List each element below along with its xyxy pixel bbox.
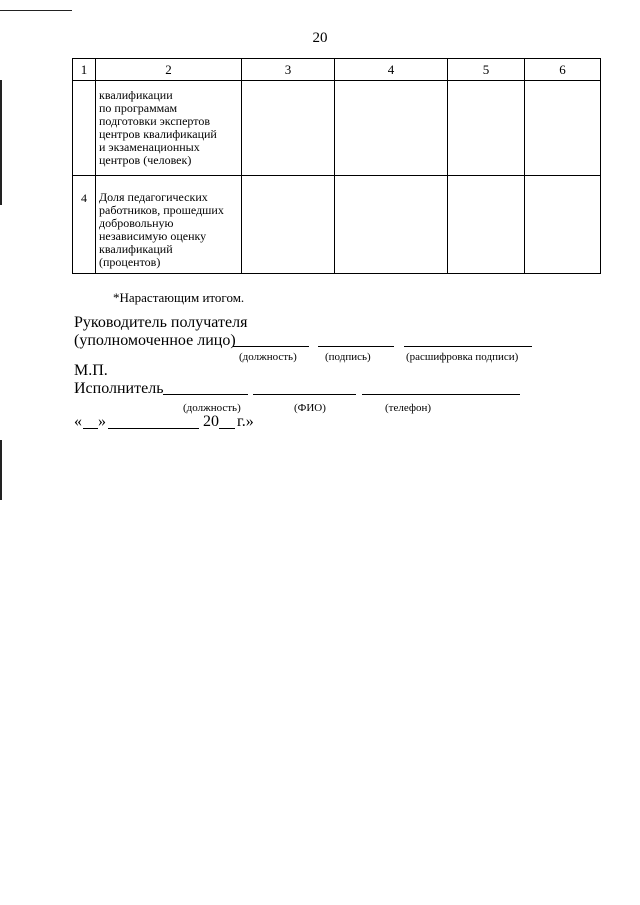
- column-header: 1: [73, 59, 96, 81]
- executor-position-line[interactable]: [163, 394, 248, 395]
- date-year-prefix: 20: [203, 413, 219, 430]
- indicator-text-line: (процентов): [99, 255, 161, 269]
- column-header: 4: [335, 59, 448, 81]
- caption-position: (должность): [239, 351, 297, 363]
- indicator-text-line: независимую оценку: [99, 229, 207, 243]
- value-cell[interactable]: [525, 81, 601, 176]
- indicator-text-line: подготовки экспертов: [99, 114, 210, 128]
- value-cell[interactable]: [242, 176, 335, 274]
- caption-signature-decoding: (расшифровка подписи): [406, 351, 519, 363]
- table-row: [73, 81, 601, 176]
- value-cell[interactable]: [448, 176, 525, 274]
- column-header: 6: [525, 59, 601, 81]
- caption-signature: (подпись): [325, 351, 371, 363]
- indicator-text-line: по программам: [99, 101, 178, 115]
- indicator-text-line: работников, прошедших: [99, 203, 224, 217]
- indicator-text-line: центров квалификаций: [99, 127, 217, 141]
- seal-label: М.П.: [74, 362, 108, 379]
- row-number-cell: 4: [73, 176, 96, 274]
- date-day-line[interactable]: [83, 428, 98, 429]
- column-header: 3: [242, 59, 335, 81]
- row-number-cell: [73, 81, 96, 176]
- date-suffix: г.»: [237, 413, 254, 430]
- caption-fio: (ФИО): [294, 402, 326, 414]
- executor-fio-line[interactable]: [253, 394, 356, 395]
- caption-phone: (телефон): [385, 402, 432, 414]
- indicator-text-line: и экзаменационных: [99, 140, 200, 154]
- scan-edge-mark: [0, 440, 2, 500]
- column-header: 2: [96, 59, 242, 81]
- executor-phone-line[interactable]: [362, 394, 520, 395]
- head-position-line[interactable]: [233, 346, 309, 347]
- value-cell[interactable]: [335, 176, 448, 274]
- indicator-text-line: квалификаций: [99, 242, 173, 256]
- head-title-line1: Руководитель получателя: [74, 314, 248, 331]
- date-month-line[interactable]: [108, 428, 199, 429]
- indicator-text-line: центров (человек): [99, 153, 192, 167]
- table-header-row: [73, 59, 601, 81]
- head-signature-decoding-line[interactable]: [404, 346, 532, 347]
- value-cell[interactable]: [335, 81, 448, 176]
- value-cell[interactable]: [242, 81, 335, 176]
- indicator-name-cell: [96, 81, 242, 176]
- indicator-text-line: квалификации: [99, 88, 173, 102]
- executor-label: Исполнитель: [74, 380, 164, 397]
- page-number: 20: [312, 30, 328, 46]
- date-close-quote: »: [98, 413, 106, 430]
- indicator-text-line: Доля педагогических: [99, 190, 208, 204]
- indicator-text-line: добровольную: [99, 216, 174, 230]
- head-signature-line[interactable]: [318, 346, 394, 347]
- date-open-quote: «: [74, 413, 82, 430]
- report-table: [72, 58, 601, 274]
- value-cell[interactable]: [525, 176, 601, 274]
- head-title-line2: (уполномоченное лицо): [74, 332, 236, 349]
- column-header: 5: [448, 59, 525, 81]
- scan-edge-mark: [0, 80, 2, 205]
- value-cell[interactable]: [448, 81, 525, 176]
- date-year-line[interactable]: [219, 428, 235, 429]
- caption-position-executor: (должность): [183, 402, 241, 414]
- footnote: *Нарастающим итогом.: [113, 290, 245, 305]
- indicator-name-cell: [96, 176, 242, 274]
- table-row: [73, 176, 601, 274]
- scan-edge-mark-top: [0, 10, 72, 11]
